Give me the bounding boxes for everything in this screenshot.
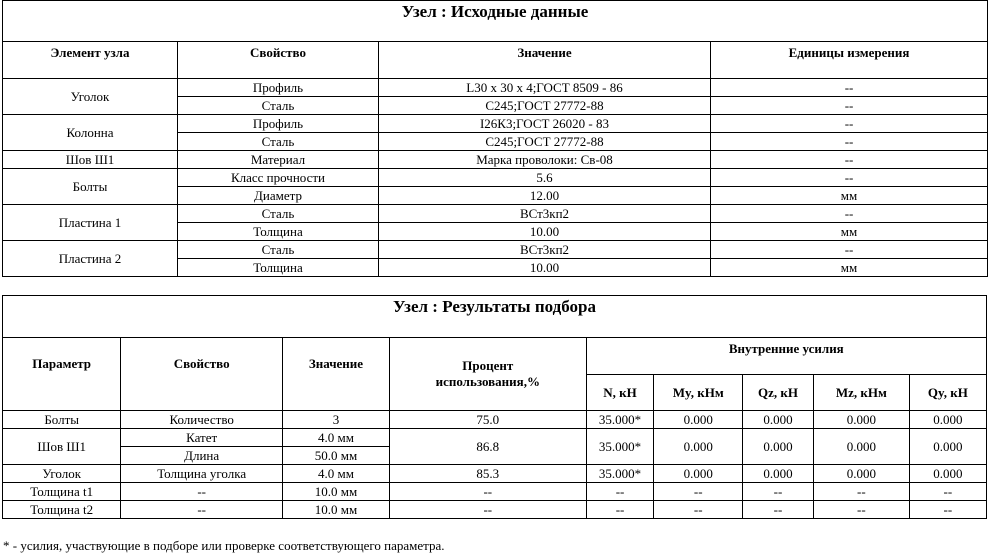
value-cell: I26К3;ГОСТ 26020 - 83 [379, 115, 711, 133]
property-cell: Профиль [178, 79, 379, 97]
results-table-title: Узел : Результаты подбора [3, 296, 987, 338]
value-cell: 10.00 [379, 259, 711, 277]
force-cell: 0.000 [909, 429, 986, 465]
force-cell: 0.000 [743, 465, 814, 483]
property-cell: Сталь [178, 97, 379, 115]
unit-cell: -- [711, 241, 988, 259]
header-force-qz: Qz, кН [743, 375, 814, 411]
value-cell: 10.0 мм [282, 501, 389, 519]
parameter-name: Болты [3, 411, 121, 429]
property-cell: -- [121, 501, 283, 519]
force-cell: -- [743, 501, 814, 519]
element-name: Колонна [3, 115, 178, 151]
property-cell: Длина [121, 447, 283, 465]
percent-cell: -- [389, 501, 586, 519]
value-cell: 12.00 [379, 187, 711, 205]
table-row [3, 483, 987, 501]
force-cell: 0.000 [743, 429, 814, 465]
force-cell: 35.000* [586, 411, 654, 429]
table-row [3, 429, 987, 447]
force-cell: 0.000 [814, 411, 910, 429]
header-forces: Внутренние усилия [586, 338, 986, 375]
header-force-mz: Mz, кНм [814, 375, 910, 411]
force-cell: 35.000* [586, 465, 654, 483]
table-row [3, 151, 988, 169]
value-cell: 50.0 мм [282, 447, 389, 465]
footnote: * - усилия, участвующие в подборе или проверке соответствующего параметра. [3, 538, 445, 553]
property-cell: Сталь [178, 205, 379, 223]
force-cell: -- [586, 501, 654, 519]
table-row [3, 241, 988, 259]
table-row [3, 465, 987, 483]
parameter-name: Толщина t2 [3, 501, 121, 519]
table-row [3, 411, 987, 429]
force-cell: 0.000 [814, 465, 910, 483]
value-cell: 4.0 мм [282, 465, 389, 483]
header-force-my: My, кНм [654, 375, 743, 411]
value-cell: L30 x 30 x 4;ГОСТ 8509 - 86 [379, 79, 711, 97]
property-cell: -- [121, 483, 283, 501]
results-table-body [3, 411, 987, 519]
input-table-body [3, 79, 988, 277]
property-cell: Количество [121, 411, 283, 429]
percent-cell: 86.8 [389, 429, 586, 465]
property-cell: Материал [178, 151, 379, 169]
force-cell: 0.000 [909, 465, 986, 483]
unit-cell: -- [711, 79, 988, 97]
unit-cell: -- [711, 169, 988, 187]
force-cell: -- [814, 483, 910, 501]
header-value: Значение [282, 338, 389, 411]
force-cell: -- [814, 501, 910, 519]
force-cell: 0.000 [909, 411, 986, 429]
percent-cell: 75.0 [389, 411, 586, 429]
value-cell: 3 [282, 411, 389, 429]
header-percent: Процент использования,% [389, 338, 586, 411]
input-table-title: Узел : Исходные данные [3, 1, 988, 42]
value-cell: Марка проволоки: Св-08 [379, 151, 711, 169]
value-cell: 10.00 [379, 223, 711, 241]
element-name: Шов Ш1 [3, 151, 178, 169]
header-property: Свойство [121, 338, 283, 411]
property-cell: Толщина уголка [121, 465, 283, 483]
property-cell: Сталь [178, 133, 379, 151]
force-cell: -- [909, 501, 986, 519]
parameter-name: Толщина t1 [3, 483, 121, 501]
property-cell: Сталь [178, 241, 379, 259]
table-row [3, 169, 988, 187]
element-name: Уголок [3, 79, 178, 115]
unit-cell: -- [711, 115, 988, 133]
value-cell: С245;ГОСТ 27772-88 [379, 97, 711, 115]
unit-cell: -- [711, 97, 988, 115]
header-force-n: N, кН [586, 375, 654, 411]
force-cell: -- [654, 483, 743, 501]
percent-cell: 85.3 [389, 465, 586, 483]
property-cell: Катет [121, 429, 283, 447]
percent-cell: -- [389, 483, 586, 501]
property-cell: Толщина [178, 259, 379, 277]
force-cell: 0.000 [654, 411, 743, 429]
force-cell: 35.000* [586, 429, 654, 465]
header-unit: Единицы измерения [711, 42, 988, 79]
header-value: Значение [379, 42, 711, 79]
unit-cell: мм [711, 259, 988, 277]
element-name: Болты [3, 169, 178, 205]
property-cell: Класс прочности [178, 169, 379, 187]
value-cell: ВСт3кп2 [379, 241, 711, 259]
value-cell: 4.0 мм [282, 429, 389, 447]
table-row [3, 115, 988, 133]
header-force-qy: Qy, кН [909, 375, 986, 411]
force-cell: -- [586, 483, 654, 501]
value-cell: 5.6 [379, 169, 711, 187]
property-cell: Диаметр [178, 187, 379, 205]
value-cell: ВСт3кп2 [379, 205, 711, 223]
element-name: Пластина 2 [3, 241, 178, 277]
force-cell: -- [654, 501, 743, 519]
unit-cell: -- [711, 151, 988, 169]
element-name: Пластина 1 [3, 205, 178, 241]
force-cell: 0.000 [654, 465, 743, 483]
table-row [3, 79, 988, 97]
header-element: Элемент узла [3, 42, 178, 79]
parameter-name: Уголок [3, 465, 121, 483]
header-parameter: Параметр [3, 338, 121, 411]
force-cell: 0.000 [654, 429, 743, 465]
unit-cell: мм [711, 187, 988, 205]
force-cell: 0.000 [743, 411, 814, 429]
unit-cell: -- [711, 205, 988, 223]
property-cell: Толщина [178, 223, 379, 241]
force-cell: 0.000 [814, 429, 910, 465]
table-row [3, 205, 988, 223]
parameter-name: Шов Ш1 [3, 429, 121, 465]
value-cell: 10.0 мм [282, 483, 389, 501]
input-data-table [2, 0, 988, 277]
force-cell: -- [909, 483, 986, 501]
property-cell: Профиль [178, 115, 379, 133]
table-row [3, 501, 987, 519]
unit-cell: -- [711, 133, 988, 151]
force-cell: -- [743, 483, 814, 501]
unit-cell: мм [711, 223, 988, 241]
header-property: Свойство [178, 42, 379, 79]
results-table [2, 295, 987, 519]
value-cell: С245;ГОСТ 27772-88 [379, 133, 711, 151]
